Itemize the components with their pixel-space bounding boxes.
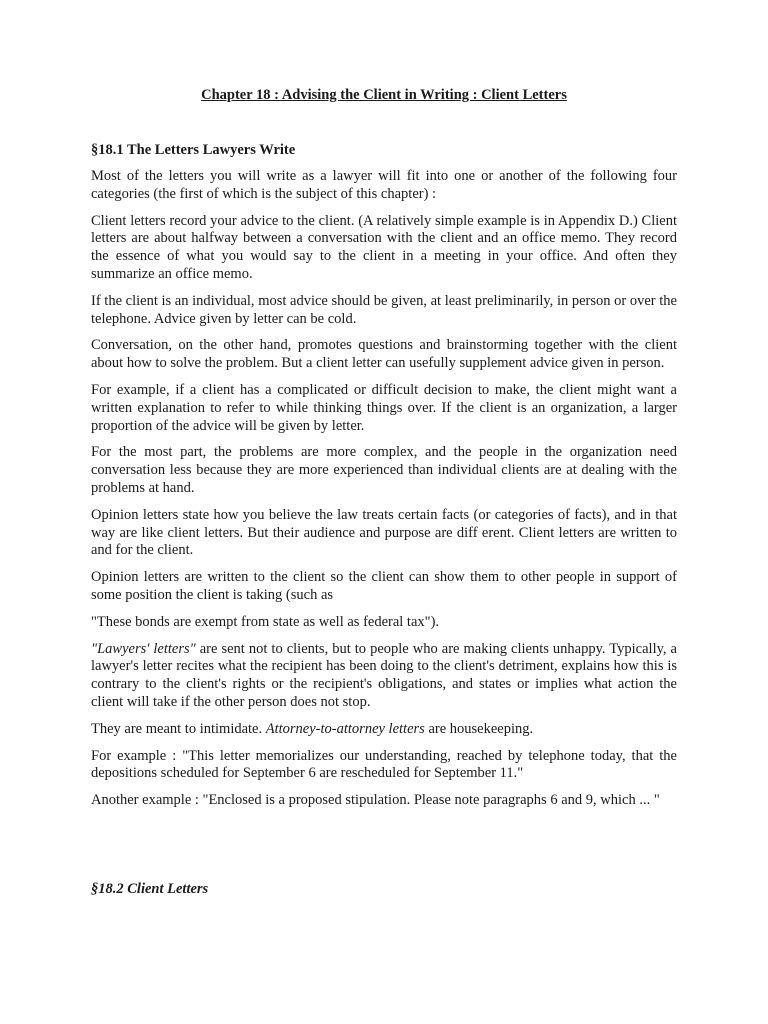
paragraph-10-text: are sent not to clients, but to people who are making clients unhappy. Typically, a lawyer's letter recites what the recipient has been doing to the client's detriment, explains how this is contrary to the client's rights or the recipient's obligations, and states or implies what action the client will take if the other person does not stop. bbox=[91, 640, 677, 710]
paragraph-10 bbox=[91, 641, 677, 712]
paragraph-8: Opinion letters are written to the client so the client can show them to other people in support of some position the client is taking (such as bbox=[91, 569, 677, 603]
paragraph-13: Another example : "Enclosed is a proposed stipulation. Please note paragraphs 6 and 9, which ... " bbox=[91, 792, 660, 809]
section-heading-18-1: §18.1 The Letters Lawyers Write bbox=[91, 142, 296, 158]
paragraph-11-start: They are meant to intimidate. bbox=[91, 720, 266, 737]
document-page bbox=[91, 0, 677, 1024]
paragraph-11 bbox=[91, 721, 677, 739]
paragraph-3: If the client is an individual, most advice should be given, at least preliminarily, in person or over the telephone. Advice given by letter can be cold. bbox=[91, 292, 677, 327]
paragraph-6: For the most part, the problems are more complex, and the people in the organization need conversation less because they are more experienced than individual clients are at dealing with the problems at hand. bbox=[91, 444, 677, 496]
paragraph-9: "These bonds are exempt from state as well as federal tax"). bbox=[91, 613, 440, 630]
paragraph-2: Client letters record your advice to the client. (A relatively simple example is in Appendix D.) Client letters are about halfway between a conversation with the client and an office memo. They record the essence of what you would say to the client in a meeting in your office. And often they summarize an office memo. bbox=[91, 212, 677, 282]
attorney-letters-term: Attorney-to-attorney letters bbox=[265, 720, 425, 737]
lawyers-letters-term: "Lawyers' letters" bbox=[91, 640, 196, 657]
paragraph-7: Opinion letters state how you believe the law treats certain facts (or categories of facts), and in that way are like client letters. But their audience and purpose are diff erent. Client letters are written to and for the client. bbox=[91, 506, 677, 559]
paragraph-11-end: are housekeeping. bbox=[424, 720, 534, 737]
document-body bbox=[91, 141, 677, 819]
paragraph-4: Conversation, on the other hand, promotes questions and brainstorming together with the client about how to solve the problem. But a client letter can usefully supplement advice given in person. bbox=[91, 337, 677, 372]
paragraph-12: For example : "This letter memorializes our understanding, reached by telephone today, that the depositions scheduled for September 6 are rescheduled for September 11." bbox=[91, 747, 677, 782]
section-heading-18-2: §18.2 Client Letters bbox=[91, 881, 209, 897]
paragraph-5: For example, if a client has a complicated or difficult decision to make, the client might want a written explanation to refer to while thinking things over. If the client is an organization, a larger proportion of the advice will be given by letter. bbox=[91, 381, 677, 434]
chapter-title: Chapter 18 : Advising the Client in Writing : Client Letters bbox=[201, 87, 567, 103]
paragraph-1: Most of the letters you will write as a lawyer will fit into one or another of the following four categories (the first of which is the subject of this chapter) : bbox=[91, 168, 677, 202]
